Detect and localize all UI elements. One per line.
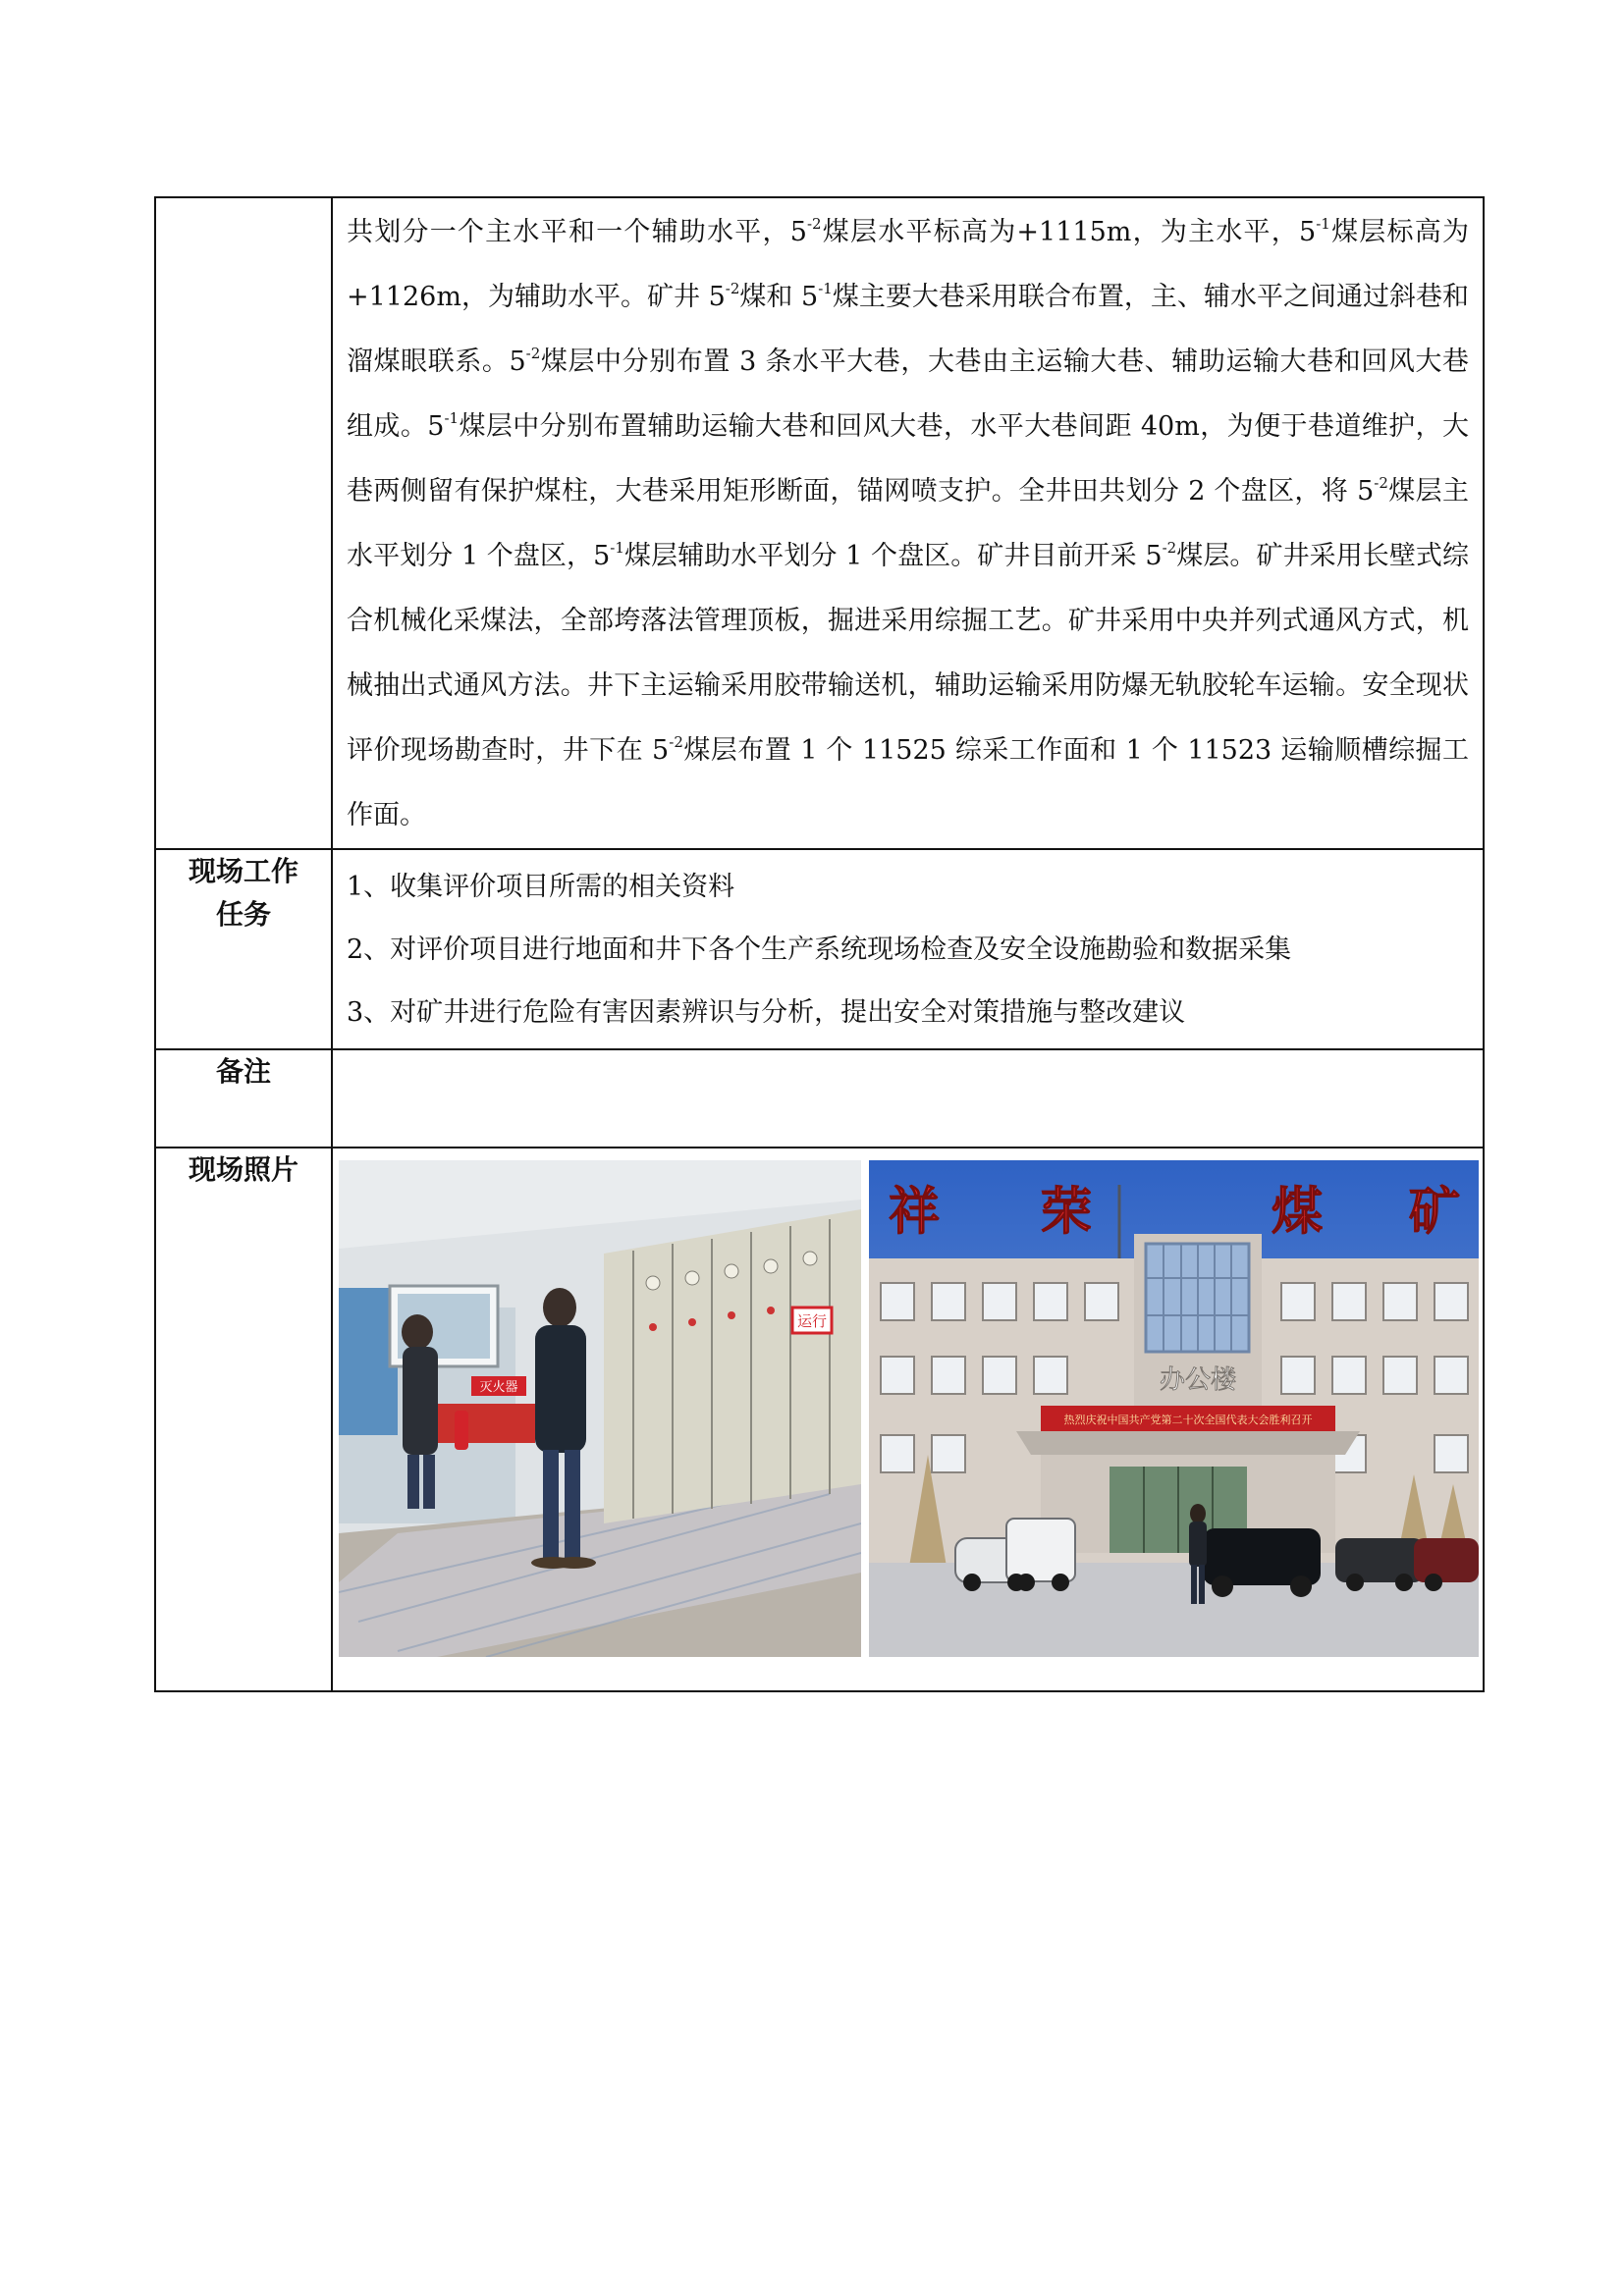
mine-sign-char-3: 煤 <box>1272 1182 1324 1242</box>
site-photos-label: 现场照片 <box>155 1148 332 1691</box>
overview-cell <box>332 197 1484 849</box>
task-item-1: 1、收集评价项目所需的相关资料 <box>347 872 735 902</box>
running-sign: 运行 <box>796 1312 828 1330</box>
task-item-2: 2、对评价项目进行地面和井下各个生产系统现场检查及安全设施勘验和数据采集 <box>347 934 1292 965</box>
remarks-label: 备注 <box>155 1049 332 1148</box>
field-tasks-cell <box>332 849 1484 1049</box>
switchgear-room-image <box>339 1160 861 1657</box>
row-remarks <box>155 1049 1484 1148</box>
field-tasks-label: 现场工作 任务 <box>155 849 332 1049</box>
office-building-image <box>869 1160 1479 1657</box>
remarks-value <box>332 1049 1484 1148</box>
row-mine-overview <box>155 197 1484 849</box>
mine-sign-char-2: 荣 <box>1041 1182 1093 1242</box>
row-site-photos <box>155 1148 1484 1691</box>
photo-switchgear-room <box>339 1160 861 1657</box>
empty-label-cell <box>155 197 332 849</box>
overview-paragraph: 共划分一个主水平和一个辅助水平，$5^{-2}$煤层水平标高为+1115m，为主水平，$5^{-1}$煤层标高为+1126m，为辅助水平。矿井 $5^{-2}$煤和 $5^{-1}$煤主要大巷采用联合布置，主、辅水平之间通过斜巷和溜煤眼联系。$5^{-2}$煤层中分别布置 3 条水平大巷，大巷由主运输大巷、辅助运输大巷和回风大巷组成。$5^{-1}$煤层中分别布置辅助运输大巷和回风大巷，水平大巷间距 40m，为便于巷道维护，大巷两侧留有保护煤柱，大巷采用矩形断面，锚网喷支护。全井田共划分 2 个盘区，将 $5^{-2}$煤层主水平划分 1 个盘区，$5^{-1}$煤层辅助水平划分 1 个盘区。矿井目前开采 $5^{-2}$煤层。矿井采用长壁式综合机械化采煤法，全部垮落法管理顶板，掘进采用综掘工艺。矿井采用中央并列式通风方式，机械抽出式通风方法。井下主运输采用胶带输送机，辅助运输采用防爆无轨胶轮车运输。安全现状评价现场勘查时，井下在 $5^{-2}$煤层布置 1 个 11525 综采工作面和 1 个 11523 运输顺槽综掘工作面。 <box>347 215 1470 830</box>
info-table <box>154 196 1485 1692</box>
celebration-banner: 热烈庆祝中国共产党第二十次全国代表大会胜利召开 <box>1063 1414 1313 1426</box>
photo-office-building <box>869 1160 1479 1657</box>
task-item-3: 3、对矿井进行危险有害因素辨识与分析，提出安全对策措施与整改建议 <box>347 997 1186 1028</box>
mine-sign-char-4: 矿 <box>1409 1182 1461 1242</box>
fire-extinguisher-sign: 灭火器 <box>479 1380 518 1395</box>
task-list <box>333 850 1483 1048</box>
building-name-sign: 办公楼 <box>1159 1365 1237 1395</box>
row-field-tasks <box>155 849 1484 1049</box>
site-photos-cell <box>332 1148 1484 1691</box>
photos-container <box>333 1148 1483 1690</box>
mine-sign-char-1: 祥 <box>889 1182 941 1242</box>
document-table-wrapper <box>154 196 1483 1692</box>
